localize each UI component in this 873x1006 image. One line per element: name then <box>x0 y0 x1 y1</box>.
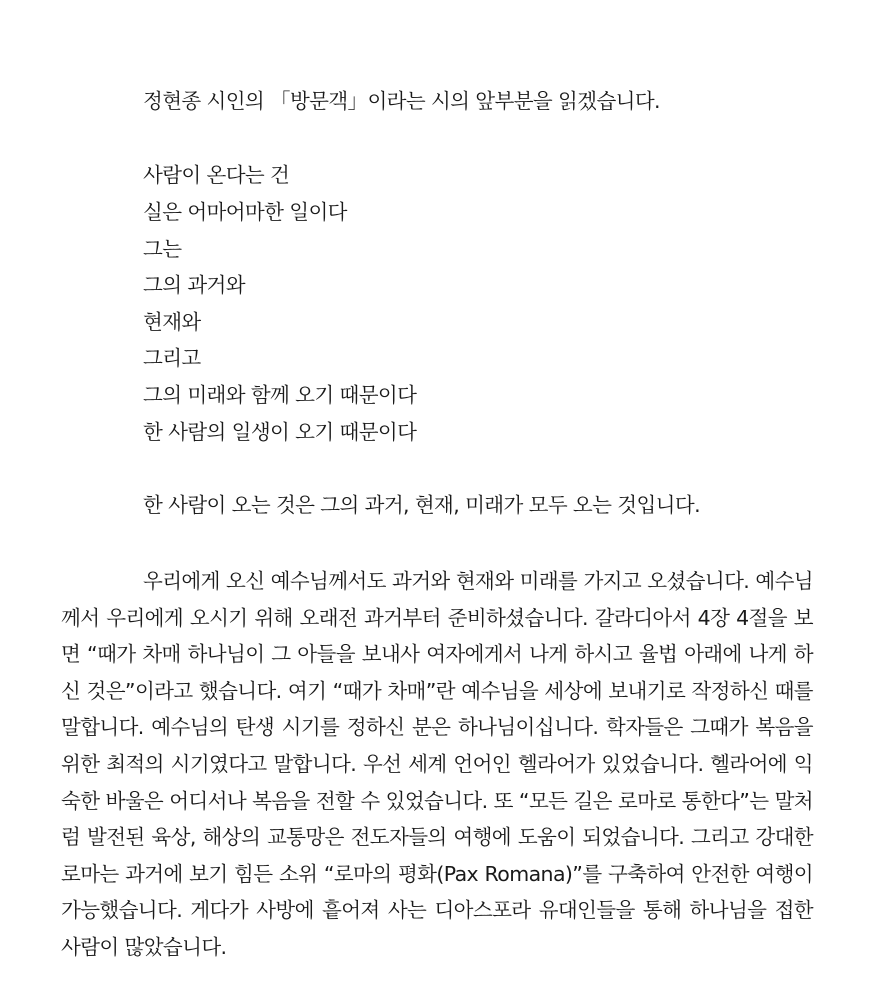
poem-line: 현재와 <box>143 310 201 334</box>
poem-line: 그는 <box>143 237 182 261</box>
poem-line: 한 사람의 일생이 오기 때문이다 <box>143 420 417 444</box>
body-paragraph: 우리에게 오신 예수님께서도 과거와 현재와 미래를 가지고 오셨습니다. 예수님께서 우리에게 오시기 위해 오래전 과거부터 준비하셨습니다. 갈라디아서 4장 4절을 보면 “때가 차매 하나님이 그 아들을 보내사 여자에게서 나게 하시고 율법 아래에 나게 하신 것은”이라고 했습니다. 여기 “때가 차매”란 예수님을 세상에 보내기로 작정하신 때를 말합니다. 예수님의 탄생 시기를 정하신 분은 하나님이십니다. 학자들은 그때가 복음을 위한 최적의 시기였다고 말합니다. 우선 세계 언어인 헬라어가 있었습니다. 헬라어에 익숙한 바울은 어디서나 복음을 전할 수 있었습니다. 또 “모든 길은 로마로 통한다”는 말처럼 발전된 육상, 해상의 교통망은 전도자들의 여행에 도움이 되었습니다. 그리고 강대한 로마는 과거에 보기 힘든 소위 “로마의 평화(Pax Romana)”를 구축하여 안전한 여행이 가능했습니다. 게다가 사방에 흩어져 사는 디아스포라 유대인들을 통해 하나님을 접한 사람이 많았습니다. <box>61 569 813 959</box>
poem-line: 사람이 온다는 건 <box>143 163 290 187</box>
poem-line: 그리고 <box>143 346 201 370</box>
summary-line: 한 사람이 오는 것은 그의 과거, 현재, 미래가 모두 오는 것입니다. <box>143 493 700 517</box>
poem-line: 실은 어마어마한 일이다 <box>143 200 347 224</box>
intro-line: 정현종 시인의 「방문객」이라는 시의 앞부분을 읽겠습니다. <box>143 89 660 113</box>
poem-line: 그의 미래와 함께 오기 때문이다 <box>143 383 417 407</box>
poem-line: 그의 과거와 <box>143 273 245 297</box>
